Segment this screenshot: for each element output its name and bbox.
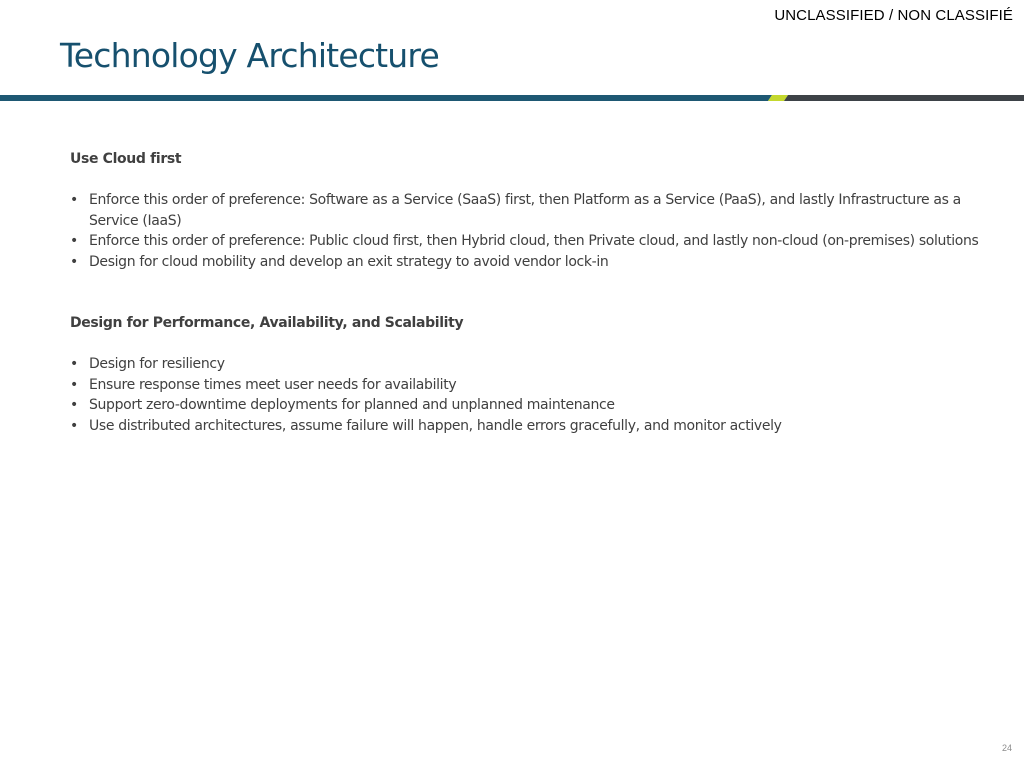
bullet-list — [70, 190, 990, 272]
list-item — [70, 354, 990, 375]
list-item-text: Ensure response times meet user needs for availability — [89, 376, 457, 393]
list-item-text: Enforce this order of preference: Software as a Service (SaaS) first, then Platform as a Service (PaaS), and lastly Infrastructure as a Service (IaaS) — [89, 192, 961, 229]
list-item — [70, 395, 990, 416]
bullet-icon: • — [70, 376, 78, 393]
list-item — [70, 375, 990, 396]
section-performance — [70, 313, 990, 436]
bullet-icon: • — [70, 356, 78, 372]
list-item-text: Support zero-downtime deployments for planned and unplanned maintenance — [89, 397, 615, 413]
bullet-icon: • — [70, 253, 78, 270]
bullet-list — [70, 354, 990, 436]
list-item — [70, 416, 990, 437]
bullet-icon: • — [70, 192, 78, 208]
bullet-icon: • — [70, 397, 78, 413]
list-item-text: Enforce this order of preference: Public cloud first, then Hybrid cloud, then Private cloud, and lastly non-cloud (on-premises) solutions — [89, 233, 979, 249]
bullet-icon: • — [70, 417, 78, 434]
list-item — [70, 190, 990, 231]
header-bar-primary — [0, 95, 772, 101]
header-divider-bar — [0, 95, 1024, 101]
slide-title: Technology Architecture — [60, 36, 439, 75]
page-number: 24 — [1001, 743, 1012, 753]
slide-body — [70, 149, 990, 436]
classification-label: UNCLASSIFIED / NON CLASSIFIÉ — [774, 7, 1013, 24]
list-item — [70, 252, 990, 273]
list-item-text: Use distributed architectures, assume failure will happen, handle errors gracefully, and monitor actively — [89, 417, 782, 434]
bullet-icon: • — [70, 233, 78, 249]
header-bar-dark — [784, 95, 1024, 101]
list-item — [70, 231, 990, 252]
section-heading: Design for Performance, Availability, and Scalability — [70, 315, 464, 331]
section-cloud-first — [70, 149, 990, 272]
list-item-text: Design for cloud mobility and develop an exit strategy to avoid vendor lock-in — [89, 253, 609, 270]
list-item-text: Design for resiliency — [89, 356, 225, 372]
section-heading: Use Cloud first — [70, 151, 182, 167]
